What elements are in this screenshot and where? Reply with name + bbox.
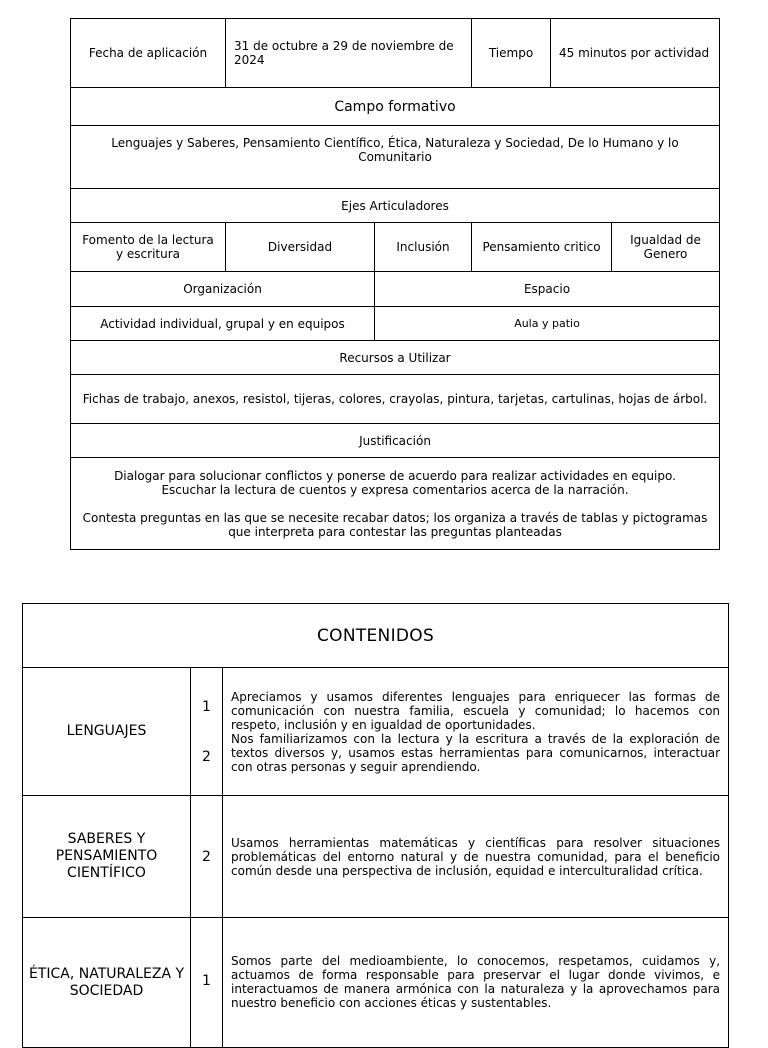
recursos-label: Recursos a Utilizar bbox=[71, 341, 720, 375]
justificacion-line: Escuchar la lectura de cuentos y expresa comentarios acerca de la narración. bbox=[161, 482, 629, 497]
eje-lectura-escritura: Fomento de la lectura y escritura bbox=[71, 223, 226, 272]
content-text bbox=[223, 668, 729, 796]
campo-formativo-label: Campo formativo bbox=[71, 88, 720, 126]
area-etica: ÉTICA, NATURALEZA Y SOCIEDAD bbox=[23, 918, 191, 1048]
organizacion-label: Organización bbox=[71, 272, 375, 307]
area-saberes: SABERES Y PENSAMIENTO CIENTÍFICO bbox=[23, 796, 191, 918]
espacio-value: Aula y patio bbox=[375, 307, 720, 341]
content-number: 2 bbox=[191, 796, 223, 918]
tiempo-label: Tiempo bbox=[472, 19, 551, 88]
content-paragraph: Nos familiarizamos con la lectura y la escritura a través de la exploración de textos diversos y, usamos estas herramientas para comunicarnos, interactuar con otras personas y seguir aprendiendo. bbox=[231, 731, 721, 774]
justificacion-value bbox=[71, 458, 720, 550]
tiempo-value: 45 minutos por actividad bbox=[551, 19, 720, 88]
eje-inclusion: Inclusión bbox=[375, 223, 472, 272]
content-text: Usamos herramientas matemáticas y científicas para resolver situaciones problemáticas del entorno natural y de nuestra comunidad, para el beneficio común desde una perspectiva de inclusión, equidad e interculturalidad crítica. bbox=[223, 796, 729, 918]
content-numbers bbox=[191, 668, 223, 796]
justificacion-label: Justificación bbox=[71, 424, 720, 458]
ejes-label: Ejes Articuladores bbox=[71, 189, 720, 223]
area-lenguajes: LENGUAJES bbox=[23, 668, 191, 796]
content-paragraph: Apreciamos y usamos diferentes lenguajes para enriquecer las formas de comunicación con nuestra familia, escuela y comunidad; lo hacemos con respeto, inclusión y en igualdad de oportunidades. bbox=[231, 689, 721, 732]
justificacion-line: Dialogar para solucionar conflictos y ponerse de acuerdo para realizar actividades en equipo. bbox=[114, 468, 676, 483]
content-number: 1 bbox=[202, 698, 211, 715]
content-text: Somos parte del medioambiente, lo conocemos, respetamos, cuidamos y, actuamos de forma responsable para preservar el lugar donde vivimos, e interactuamos de manera armónica con la naturaleza y la aprovechamos para nuestro beneficio con acciones éticas y sustentables. bbox=[223, 918, 729, 1048]
campo-formativo-value: Lenguajes y Saberes, Pensamiento Científico, Ética, Naturaleza y Sociedad, De lo Humano y lo Comunitario bbox=[71, 126, 720, 189]
fecha-label: Fecha de aplicación bbox=[71, 19, 226, 88]
contenidos-table bbox=[22, 603, 729, 1048]
justificacion-line: Contesta preguntas en las que se necesite recabar datos; los organiza a través de tablas y pictogramas que interpreta para contestar las preguntas planteadas bbox=[82, 510, 708, 539]
espacio-label: Espacio bbox=[375, 272, 720, 307]
fecha-value: 31 de octubre a 29 de noviembre de 2024 bbox=[226, 19, 472, 88]
content-number: 2 bbox=[202, 748, 211, 765]
planning-table bbox=[70, 18, 720, 550]
content-number: 1 bbox=[191, 918, 223, 1048]
contenidos-title: CONTENIDOS bbox=[23, 604, 729, 668]
organizacion-value: Actividad individual, grupal y en equipos bbox=[71, 307, 375, 341]
eje-pensamiento-critico: Pensamiento critico bbox=[472, 223, 612, 272]
justificacion-spacer bbox=[81, 497, 709, 511]
eje-igualdad-genero: Igualdad de Genero bbox=[612, 223, 720, 272]
recursos-value: Fichas de trabajo, anexos, resistol, tijeras, colores, crayolas, pintura, tarjetas, cartulinas, hojas de árbol. bbox=[71, 375, 720, 424]
eje-diversidad: Diversidad bbox=[226, 223, 375, 272]
